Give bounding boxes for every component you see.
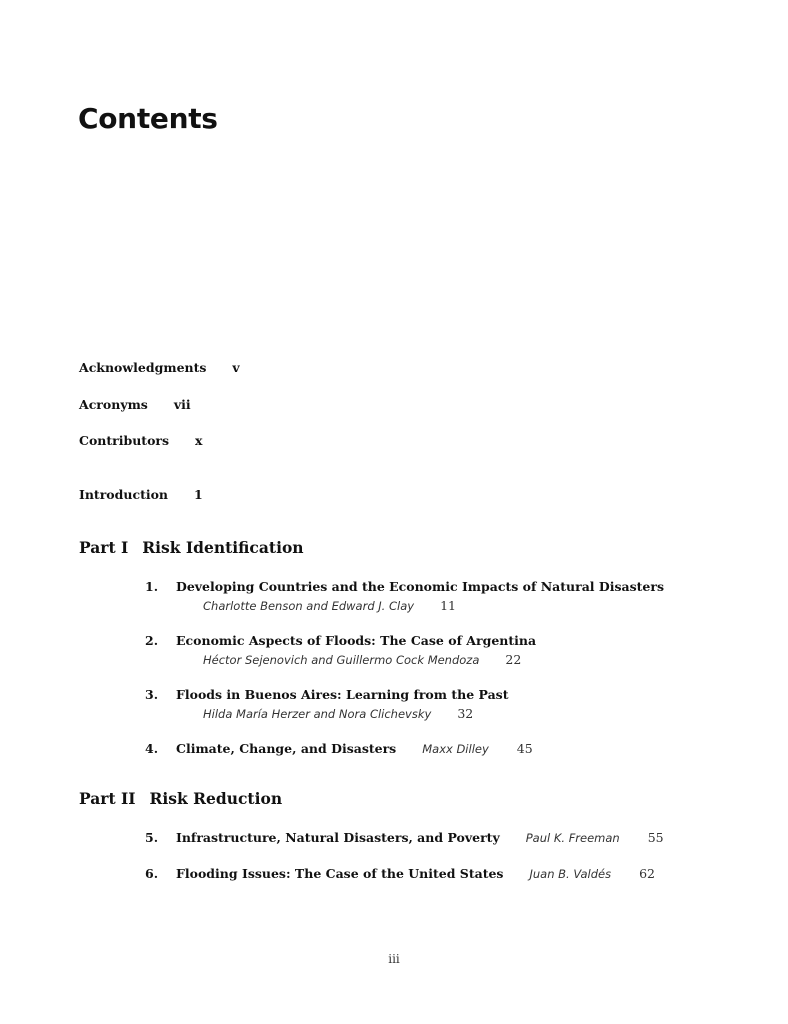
- chapter-authors: Charlotte Benson and Edward J. Clay: [203, 599, 415, 613]
- chapter-authors: Hilda María Herzer and Nora Clichevsky: [203, 707, 432, 721]
- chapter-page: 32: [457, 706, 474, 721]
- toc-entry-title: Acronyms: [79, 397, 148, 412]
- part-heading-1: [79, 538, 304, 557]
- chapter-page: 11: [440, 598, 456, 613]
- toc-entry-title: Introduction: [79, 487, 169, 502]
- chapter-authors: Maxx Dilley: [422, 742, 489, 756]
- chapter-entry-6[interactable]: [145, 863, 655, 882]
- toc-entry-title: Contributors: [79, 433, 170, 448]
- chapter-authors-line: [203, 706, 509, 721]
- chapter-authors: Paul K. Freeman: [525, 831, 620, 845]
- chapter-authors: Juan B. Valdés: [529, 867, 612, 881]
- toc-entry-acronyms[interactable]: [79, 397, 191, 412]
- part-name: Risk Reduction: [149, 789, 283, 808]
- chapter-entry-5[interactable]: [145, 827, 664, 846]
- chapter-number: 5.: [145, 830, 159, 845]
- chapter-authors-line: [203, 652, 536, 667]
- chapter-number: 3.: [145, 687, 159, 702]
- page-number: iii: [388, 952, 400, 966]
- toc-entry-page: 1: [194, 487, 203, 502]
- toc-entry-page: x: [195, 433, 203, 448]
- chapter-entry-4[interactable]: [145, 738, 533, 757]
- part-label: Part II: [79, 789, 136, 808]
- chapter-entry-1[interactable]: [145, 576, 664, 613]
- chapter-authors: Héctor Sejenovich and Guillermo Cock Mendoza: [203, 653, 480, 667]
- chapter-title: Climate, Change, and Disasters: [176, 741, 397, 756]
- page-title: Contents: [78, 102, 218, 135]
- chapter-page: 45: [516, 741, 533, 756]
- chapter-title: Floods in Buenos Aires: Learning from the Past: [176, 687, 509, 702]
- chapter-number: 2.: [145, 633, 159, 648]
- chapter-number: 6.: [145, 866, 159, 881]
- part-name: Risk Identification: [142, 538, 304, 557]
- chapter-number: 1.: [145, 579, 159, 594]
- chapter-page: 62: [639, 866, 656, 881]
- toc-entry-page: v: [232, 360, 240, 375]
- chapter-entry-2[interactable]: [145, 630, 536, 667]
- part-label: Part I: [79, 538, 129, 557]
- part-heading-2: [79, 789, 282, 808]
- chapter-title: Infrastructure, Natural Disasters, and Poverty: [176, 830, 500, 845]
- toc-entry-introduction[interactable]: [79, 487, 203, 502]
- chapter-authors-line: [203, 598, 664, 613]
- chapter-title: Flooding Issues: The Case of the United States: [176, 866, 504, 881]
- chapter-page: 55: [647, 830, 664, 845]
- chapter-page: 22: [505, 652, 522, 667]
- toc-entry-contributors[interactable]: [79, 433, 203, 448]
- toc-entry-acknowledgments[interactable]: [79, 360, 240, 375]
- chapter-title: Developing Countries and the Economic Impacts of Natural Disasters: [176, 579, 665, 594]
- toc-entry-page: vii: [173, 397, 191, 412]
- chapter-title: Economic Aspects of Floods: The Case of Argentina: [176, 633, 537, 648]
- chapter-number: 4.: [145, 741, 159, 756]
- toc-entry-title: Acknowledgments: [79, 360, 207, 375]
- chapter-entry-3[interactable]: [145, 684, 509, 721]
